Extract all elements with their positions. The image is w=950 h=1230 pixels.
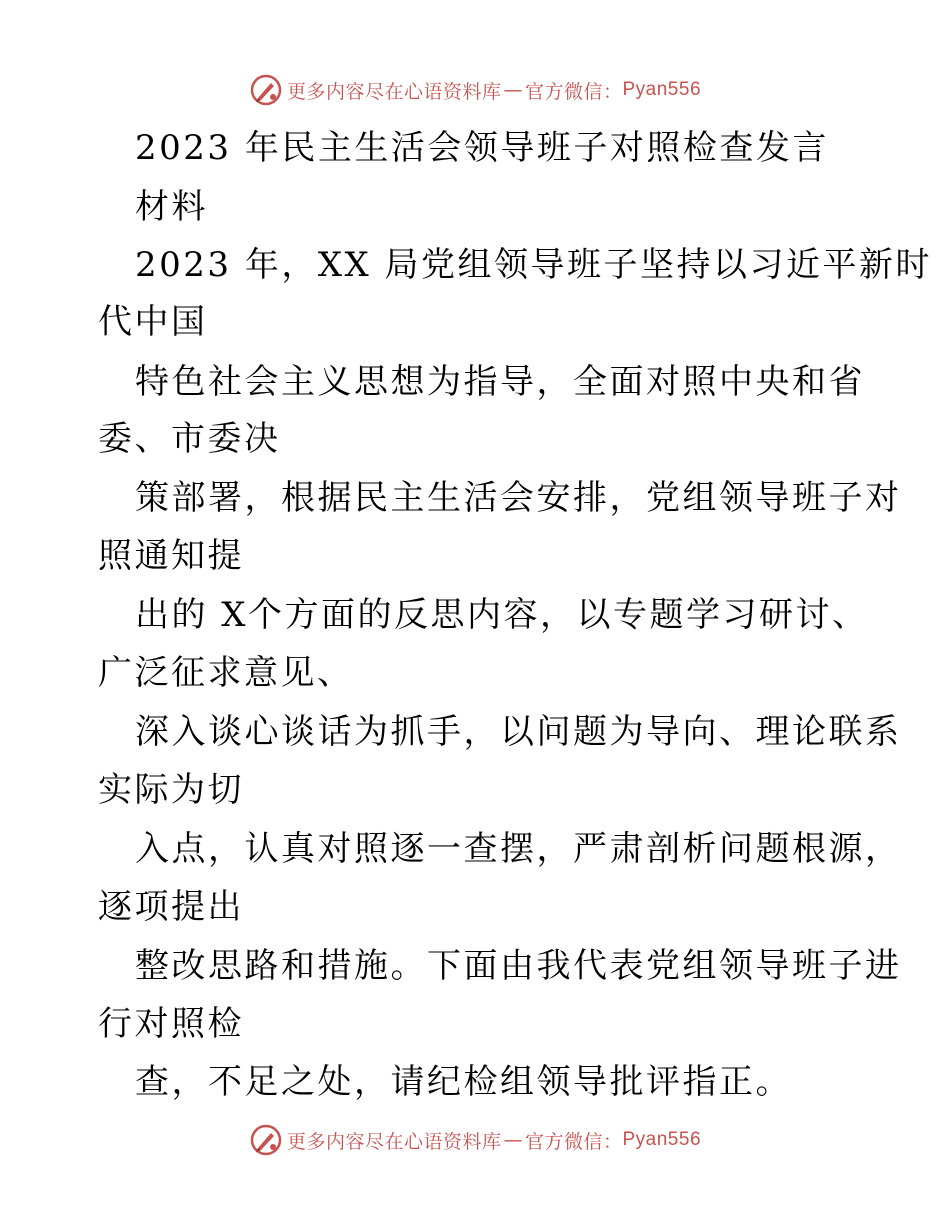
paragraph-line: 照通知提 bbox=[98, 536, 244, 576]
paragraph-line: 委、市委决 bbox=[98, 419, 281, 459]
watermark-text: 更多内容尽在心语资料库 bbox=[286, 1130, 502, 1153]
watermark-wechat-id: Pyan556 bbox=[622, 1129, 702, 1150]
watermark-wechat-id: Pyan556 bbox=[622, 79, 702, 100]
watermark-dash: — bbox=[503, 79, 523, 101]
watermark-dash: — bbox=[503, 1129, 523, 1151]
paragraph-line: 入点，认真对照逐一查摆，严肃剖析问题根源， bbox=[135, 829, 902, 869]
document-title-line-2: 材料 bbox=[135, 187, 208, 227]
paragraph-line: 整改思路和措施。下面由我代表党组领导班子进 bbox=[135, 946, 902, 986]
watermark-label: 官方微信： bbox=[524, 1130, 623, 1153]
paragraph-line: 广泛征求意见、 bbox=[98, 653, 354, 693]
paragraph-line: 实际为切 bbox=[98, 770, 244, 810]
document-title-line-1: 2023 年民主生活会领导班子对照检查发言 bbox=[135, 128, 829, 168]
pen-circle-logo-icon bbox=[249, 1123, 283, 1157]
paragraph-line: 特色社会主义思想为指导，全面对照中央和省 bbox=[135, 362, 865, 402]
paragraph-line: 查，不足之处，请纪检组领导批评指正。 bbox=[135, 1062, 792, 1102]
paragraph-line: 行对照检 bbox=[98, 1004, 244, 1044]
paragraph-line: 2023 年，XX 局党组领导班子坚持以习近平新时 bbox=[135, 245, 933, 285]
paragraph-line: 出的 X个方面的反思内容，以专题学习研讨、 bbox=[135, 595, 869, 635]
paragraph-line: 代中国 bbox=[98, 302, 208, 342]
footer-watermark bbox=[0, 1120, 950, 1160]
watermark-label: 官方微信： bbox=[524, 80, 623, 103]
paragraph-line: 深入谈心谈话为抓手，以问题为导向、理论联系 bbox=[135, 712, 902, 752]
watermark-text: 更多内容尽在心语资料库 bbox=[286, 80, 502, 103]
paragraph-line: 逐项提出 bbox=[98, 887, 244, 927]
paragraph-line: 策部署，根据民主生活会安排，党组领导班子对 bbox=[135, 478, 902, 518]
